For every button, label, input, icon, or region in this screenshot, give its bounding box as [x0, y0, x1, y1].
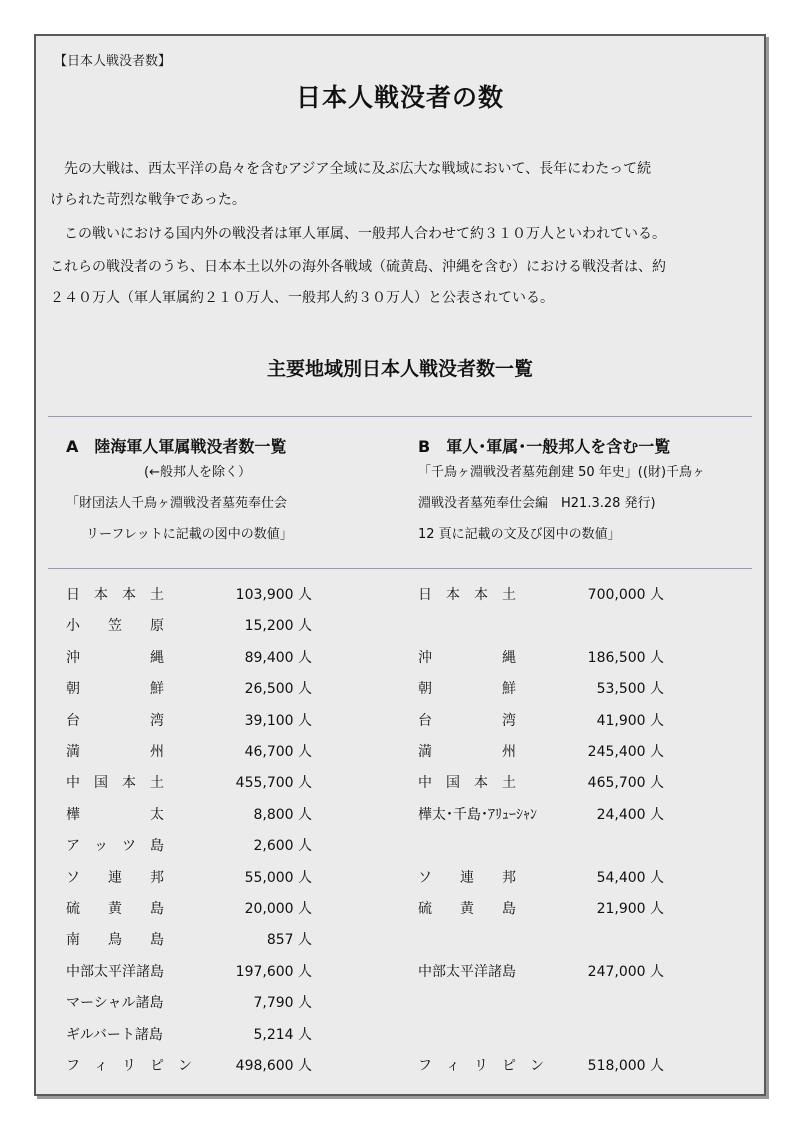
section-title: 主要地域別日本人戦没者数一覧 [266, 358, 533, 380]
table-cell-count-a: 55,000 人 [244, 870, 312, 886]
table-cell-count-a: 8,800 人 [253, 807, 312, 823]
divider-bottom [48, 568, 752, 569]
table-cell-count-a: 39,100 人 [244, 713, 312, 729]
intro-line: これらの戦没者のうち、日本本土以外の海外各戦域（硫黄島、沖縄を含む）における戦没者は、約 [50, 259, 666, 275]
page-title: 日本人戦没者の数 [295, 83, 504, 112]
table-cell-region-a: 小 笠 原 [66, 618, 164, 634]
document-page [34, 34, 766, 1096]
table-cell-region-b: 中 国 本 土 [418, 775, 516, 791]
table-cell-region-a: 台 湾 [66, 713, 164, 729]
table-cell-count-a: 498,600 人 [235, 1058, 312, 1074]
table-cell-region-a: ギルバート諸島 [66, 1027, 163, 1043]
table-cell-count-b: 54,400 人 [596, 870, 664, 886]
table-cell-region-a: 満 州 [66, 744, 164, 760]
table-cell-count-b: 24,400 人 [596, 807, 664, 823]
table-cell-count-b: 700,000 人 [587, 587, 664, 603]
table-cell-region-b: 樺太･千島･ｱﾘｭｰｼｬﾝ [418, 807, 537, 823]
intro-line: ２４０万人（軍人軍属約２１０万人、一般邦人約３０万人）と公表されている。 [50, 290, 554, 306]
intro-line: けられた苛烈な戦争であった。 [50, 192, 246, 208]
table-cell-count-a: 103,900 人 [235, 587, 312, 603]
table-cell-region-b: 中部太平洋諸島 [418, 964, 516, 980]
table-cell-count-a: 15,200 人 [244, 618, 312, 634]
table-cell-count-a: 46,700 人 [244, 744, 312, 760]
table-cell-count-a: 26,500 人 [244, 681, 312, 697]
table-cell-region-a: マーシャル諸島 [66, 995, 164, 1011]
table-cell-count-a: 20,000 人 [244, 901, 312, 917]
table-cell-region-a: ソ 連 邦 [66, 870, 164, 886]
table-cell-region-a: 中部太平洋諸島 [66, 964, 164, 980]
column-b-source-line: 12 頁に記載の文及び図中の数値」 [418, 527, 621, 542]
table-cell-region-a: 日 本 本 土 [66, 587, 164, 603]
table-cell-region-b: 台 湾 [418, 713, 516, 729]
table-cell-count-a: 197,600 人 [235, 964, 312, 980]
table-cell-region-b: 日 本 本 土 [418, 587, 516, 603]
table-cell-count-b: 465,700 人 [587, 775, 664, 791]
table-cell-region-a: 硫 黄 島 [66, 901, 164, 917]
table-cell-count-b: 21,900 人 [596, 901, 664, 917]
table-cell-count-a: 2,600 人 [253, 838, 312, 854]
divider-top [48, 416, 752, 417]
table-cell-count-a: 455,700 人 [235, 775, 312, 791]
table-cell-region-a: 沖 縄 [66, 650, 164, 666]
table-cell-region-b: 満 州 [418, 744, 516, 760]
table-cell-region-a: ア ッ ツ 島 [66, 838, 164, 854]
column-b-source-line: 「千鳥ヶ淵戦没者墓苑創建 50 年史」((財)千鳥ヶ [418, 465, 706, 480]
column-b-heading: B 軍人･軍属･一般邦人を含む一覧 [418, 437, 671, 456]
column-a-heading: A 陸海軍人軍属戦没者数一覧 [66, 437, 287, 456]
document-tag: 【日本人戦没者数】 [54, 54, 172, 69]
table-cell-count-a: 89,400 人 [244, 650, 312, 666]
table-cell-region-a: 南 鳥 島 [66, 932, 164, 948]
intro-line: 先の大戦は、西太平洋の島々を含むアジア全域に及ぶ広大な戦域において、長年にわたって続 [50, 161, 652, 177]
table-cell-count-a: 857 人 [266, 932, 312, 948]
table-cell-region-b: 沖 縄 [418, 650, 516, 666]
table-cell-count-b: 245,400 人 [587, 744, 664, 760]
table-cell-count-a: 7,790 人 [253, 995, 312, 1011]
table-cell-region-b: 硫 黄 島 [418, 901, 516, 917]
table-cell-region-b: 朝 鮮 [418, 681, 516, 697]
column-a-source-line: リーフレットに記載の図中の数値」 [86, 527, 293, 542]
column-b-source-line: 淵戦没者墓苑奉仕会編 H21.3.28 発行) [418, 496, 656, 511]
table-cell-count-b: 41,900 人 [596, 713, 664, 729]
column-a-note: (←般邦人を除く） [144, 465, 251, 480]
table-cell-region-a: 中 国 本 土 [66, 775, 164, 791]
table-cell-region-a: フ ィ リ ピ ン [66, 1058, 192, 1074]
intro-line: この戦いにおける国内外の戦没者は軍人軍属、一般邦人合わせて約３１０万人といわれている。 [50, 226, 666, 242]
table-cell-count-b: 518,000 人 [587, 1058, 664, 1074]
table-cell-count-b: 186,500 人 [587, 650, 664, 666]
table-cell-count-b: 53,500 人 [596, 681, 664, 697]
column-a-source-line: 「財団法人千鳥ヶ淵戦没者墓苑奉仕会 [66, 496, 288, 511]
table-cell-region-a: 樺 太 [66, 807, 164, 823]
table-cell-region-b: フ ィ リ ピ ン [418, 1058, 544, 1074]
table-cell-count-a: 5,214 人 [253, 1027, 312, 1043]
table-cell-region-a: 朝 鮮 [66, 681, 164, 697]
table-cell-region-b: ソ 連 邦 [418, 870, 516, 886]
table-cell-count-b: 247,000 人 [587, 964, 664, 980]
